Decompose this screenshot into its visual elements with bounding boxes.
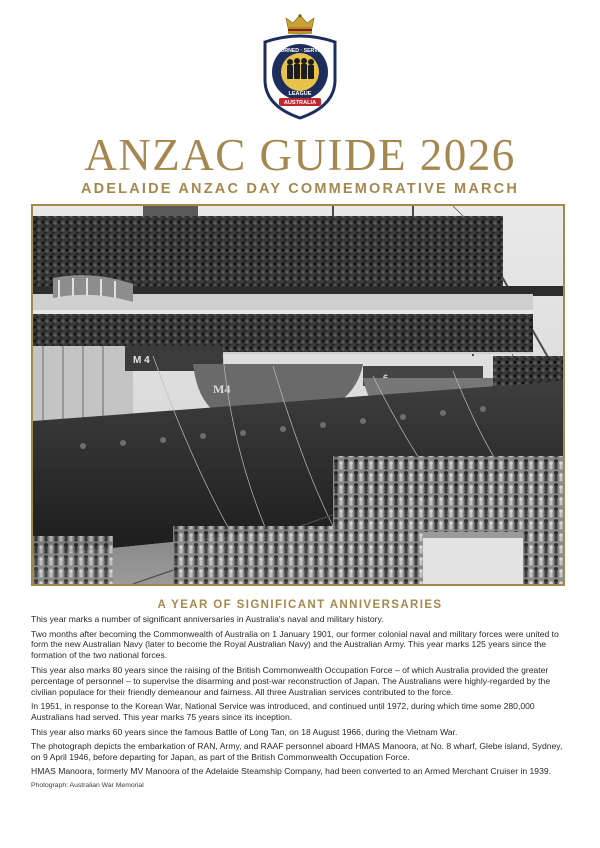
logo-top-text: RETURNED · SERVICES bbox=[270, 48, 330, 54]
boat-hull-left: M4 bbox=[213, 382, 231, 396]
paragraph-long-tan: This year also marks 60 years since the famous Battle of Long Tan, on 18 August 1966, during the Vietnam War. bbox=[31, 726, 458, 737]
paragraph-intro: This year marks a number of significant anniversaries in Australia's naval and military history. bbox=[31, 614, 384, 624]
boat-label-left: M 4 bbox=[133, 355, 150, 366]
paragraph-national-service: In 1951, in response to the Korean War, National Service was introduced, and continued until 1972, during which time some 280,000 Australians had served. This year marks 75 years since its inception. bbox=[31, 701, 535, 723]
body-text bbox=[31, 614, 571, 792]
historic-photo bbox=[31, 204, 565, 586]
paragraph-manoora: HMAS Manoora, formerly MV Manoora of the Adelaide Steamship Company, had been converted to an Armed Merchant Cruiser in 1939. bbox=[31, 766, 552, 777]
paragraph-photo-description: The photograph depicts the embarkation of RAN, Army, and RAAF personnel aboard HMAS Manoora, at No. 8 wharf, Glebe island, Sydney, on 9 April 1946, before departing for Japan, as part of the British Commonwealth Occupation Force. bbox=[31, 741, 563, 762]
logo-league-text: LEAGUE bbox=[288, 91, 312, 97]
page-subtitle: ADELAIDE ANZAC DAY COMMEMORATIVE MARCH bbox=[80, 181, 520, 197]
section-heading: A YEAR OF SIGNIFICANT ANNIVERSARIES bbox=[157, 599, 443, 611]
paragraph-bcof: This year also marks 80 years since the raising of the British Commonwealth Occupation Force – of which Australia provided the greater percentage of personnel – to supervise the disarming and post-war reconstruction of Japan. The Australians were highly-regarded by the civilian populace for their friendly demeanour and fairness. All three Australian services contributed to the force. bbox=[31, 664, 551, 697]
rsl-logo bbox=[255, 14, 345, 122]
paragraph-federation: Two months after becoming the Commonwealth of Australia on 1 January 1901, our former colonial naval and military forces were united to form the new Australian Navy (later to become the Royal Australian Navy) and the Australian Army. This year marks 125 years since the formation of the two national forces. bbox=[31, 628, 559, 661]
photo-credit: Photograph: Australian War Memorial bbox=[31, 781, 144, 789]
crown-icon bbox=[286, 14, 314, 34]
page-title: ANZAC GUIDE 2026 bbox=[84, 130, 516, 180]
logo-banner-text: AUSTRALIA bbox=[283, 100, 317, 107]
